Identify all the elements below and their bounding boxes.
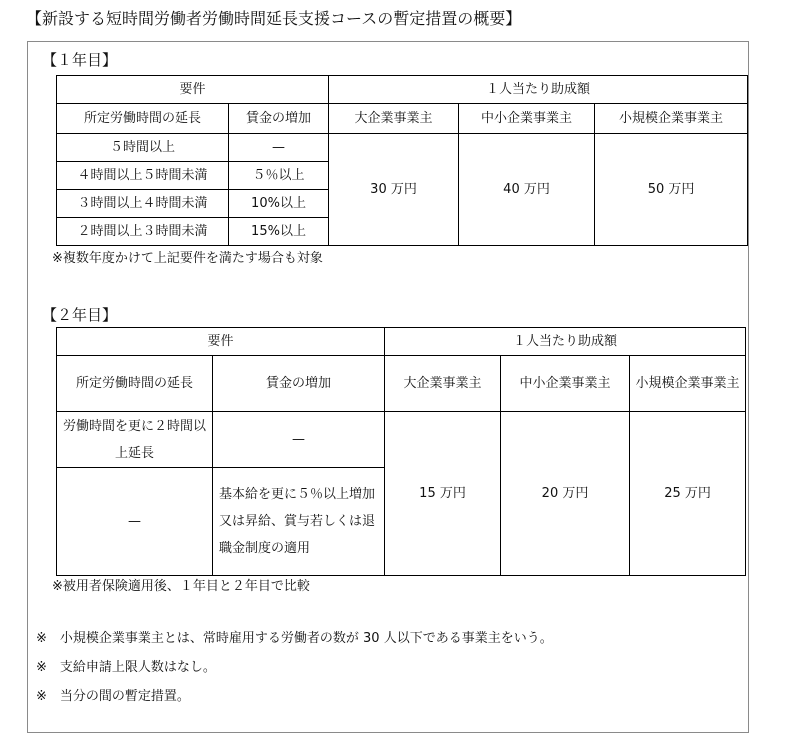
year2-label: 【２年目】 — [42, 306, 118, 324]
year1-amount-header: １人当たり助成額 — [329, 76, 748, 104]
year2-row1-extension: 労働時間を更に２時間以上延長 — [57, 412, 213, 468]
year2-row1-wage: — — [213, 412, 385, 468]
year1-row2-wage: ５％以上 — [229, 162, 329, 190]
year1-col-small: 小規模企業事業主 — [595, 104, 748, 134]
year2-table — [56, 327, 746, 576]
year2-col-small: 小規模企業事業主 — [630, 356, 746, 412]
footnote-provisional: ※ 当分の間の暫定措置。 — [36, 689, 190, 704]
year1-amount-sme: 40 万円 — [459, 134, 595, 246]
year1-row3-extension: ３時間以上４時間未満 — [57, 190, 229, 218]
year1-col-extension: 所定労働時間の延長 — [57, 104, 229, 134]
year1-label: 【１年目】 — [42, 51, 118, 69]
year1-requirements-header: 要件 — [57, 76, 329, 104]
year1-row3-wage: 10%以上 — [229, 190, 329, 218]
year1-col-wage: 賃金の増加 — [229, 104, 329, 134]
year2-requirements-header: 要件 — [57, 328, 385, 356]
year1-row2-extension: ４時間以上５時間未満 — [57, 162, 229, 190]
year2-col-wage: 賃金の増加 — [213, 356, 385, 412]
table-row — [57, 412, 746, 468]
year2-note: ※被用者保険適用後、１年目と２年目で比較 — [52, 579, 310, 594]
year1-amount-large: 30 万円 — [329, 134, 459, 246]
table-row — [57, 134, 748, 162]
year2-col-large: 大企業事業主 — [385, 356, 501, 412]
year2-row2-extension: — — [57, 468, 213, 576]
year2-col-sme: 中小企業事業主 — [501, 356, 630, 412]
footnote-small-business: ※ 小規模企業事業主とは、常時雇用する労働者の数が 30 人以下である事業主をいう。 — [36, 631, 553, 646]
year2-amount-small: 25 万円 — [630, 412, 746, 576]
year1-row4-extension: ２時間以上３時間未満 — [57, 218, 229, 246]
year2-amount-large: 15 万円 — [385, 412, 501, 576]
year1-row1-extension: ５時間以上 — [57, 134, 229, 162]
year2-col-extension: 所定労働時間の延長 — [57, 356, 213, 412]
footnote-no-limit: ※ 支給申請上限人数はなし。 — [36, 660, 216, 675]
year1-col-large: 大企業事業主 — [329, 104, 459, 134]
year1-amount-small: 50 万円 — [595, 134, 748, 246]
year2-amount-sme: 20 万円 — [501, 412, 630, 576]
document-title: 【新設する短時間労働者労働時間延長支援コースの暫定措置の概要】 — [26, 9, 522, 28]
year1-note: ※複数年度かけて上記要件を満たす場合も対象 — [52, 251, 323, 266]
year1-col-sme: 中小企業事業主 — [459, 104, 595, 134]
year2-row2-wage: 基本給を更に５％以上増加又は昇給、賞与若しくは退職金制度の適用 — [213, 468, 385, 576]
year1-row1-wage: — — [229, 134, 329, 162]
year2-amount-header: １人当たり助成額 — [385, 328, 746, 356]
year1-table — [56, 75, 748, 246]
year1-row4-wage: 15%以上 — [229, 218, 329, 246]
